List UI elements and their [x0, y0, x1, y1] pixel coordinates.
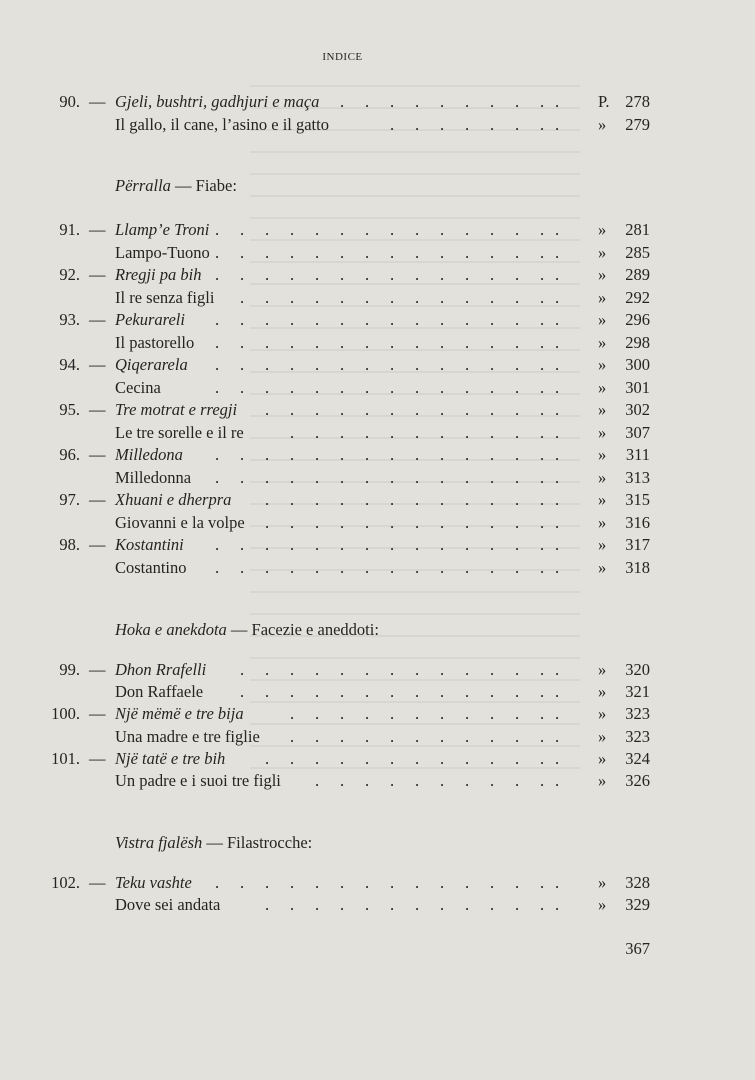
entry-page-number: 311 [625, 445, 650, 464]
entry-page-number: 326 [625, 771, 650, 790]
entry-title-italian: Il re senza figli [115, 288, 215, 307]
entry-title-italian: Le tre sorelle e il re [115, 423, 244, 442]
toc-entry [0, 114, 755, 136]
toc-entry [0, 399, 755, 421]
entry-title-albanian: Pekurareli [115, 310, 185, 329]
entry-dash: — [89, 220, 106, 239]
toc-entry [0, 354, 755, 376]
section-heading-italian: Fiabe: [195, 176, 237, 195]
page-ref-marker: » [598, 445, 607, 464]
toc-entry [0, 557, 755, 579]
entry-title-albanian: Një tatë e tre bih [115, 749, 226, 768]
entry-dash: — [89, 749, 106, 768]
entry-dash: — [89, 490, 106, 509]
toc-entry [0, 512, 755, 534]
entry-title-italian: Giovanni e la volpe [115, 513, 245, 532]
entry-title-italian: Milledonna [115, 468, 192, 487]
dot-leader: . . . . . . . . . . . . . . . [215, 265, 560, 284]
dot-leader: . . . . . . . . . . . . . . . [215, 873, 560, 892]
entry-title-albanian: Rregji pa bih [115, 265, 202, 284]
entry-page-number: 323 [625, 727, 650, 746]
toc-entry [0, 377, 755, 399]
entry-page-number: 300 [625, 355, 650, 374]
entry-page-number: 323 [625, 704, 650, 723]
entry-title-albanian: Teku vashte [115, 873, 192, 892]
entry-title-albanian: Një mëmë e tre bija [115, 704, 244, 723]
toc-entry [0, 242, 755, 264]
dot-leader: . . . . . . . . . . . . . . [240, 288, 560, 307]
dot-leader: . . . . . . . . . . . . . . . [215, 378, 560, 397]
toc-entry [0, 703, 755, 725]
entry-number: 98. [59, 535, 80, 554]
entry-title-italian: Un padre e i suoi tre figli [115, 771, 281, 790]
entry-page-number: 289 [625, 265, 650, 284]
entry-page-number: 302 [625, 400, 650, 419]
page-ref-marker: » [598, 265, 607, 284]
dot-leader: . . . . . . . . . . [340, 92, 560, 111]
page-ref-marker: » [598, 513, 607, 532]
entry-page-number: 278 [625, 92, 650, 111]
entry-title-albanian: Dhon Rrafelli [115, 660, 207, 679]
dot-leader: . . . . . . . . . . . . . . . [215, 535, 560, 554]
entry-dash: — [89, 445, 106, 464]
toc-entry [0, 422, 755, 444]
entry-number: 95. [59, 400, 80, 419]
toc-entry [0, 489, 755, 511]
toc-entry [0, 894, 755, 916]
section-heading-separator: — [226, 620, 252, 639]
entry-dash: — [89, 265, 106, 284]
entry-number: 91. [59, 220, 80, 239]
entry-title-italian: Costantino [115, 558, 187, 577]
page-ref-marker: » [598, 535, 607, 554]
section-heading-albanian: Vistra fjalësh [115, 833, 203, 852]
toc-entry [0, 770, 755, 792]
toc-entry [0, 444, 755, 466]
dot-leader: . . . . . . . . . . . . . . . [215, 310, 560, 329]
entry-title-albanian: Llamp’e Troni [115, 220, 210, 239]
section-heading-separator: — [202, 833, 227, 852]
dot-leader: . . . . . . . . . . . . . . . [215, 558, 560, 577]
toc-entry [0, 219, 755, 241]
entry-title-albanian: Xhuani e dherpra [115, 490, 232, 509]
page-ref-marker: P. [598, 92, 610, 111]
entry-dash: — [89, 660, 106, 679]
entry-dash: — [89, 355, 106, 374]
entry-page-number: 281 [625, 220, 650, 239]
toc-entry [0, 332, 755, 354]
page-ref-marker: » [598, 378, 607, 397]
toc-entry [0, 287, 755, 309]
page-ref-marker: » [598, 873, 607, 892]
entry-number: 93. [59, 310, 80, 329]
page-ref-marker: » [598, 220, 607, 239]
page-ref-marker: » [598, 490, 607, 509]
dot-leader: . . . . . . . . . . . . . . . [215, 355, 560, 374]
entry-page-number: 316 [625, 513, 650, 532]
entry-title-italian: Don Raffaele [115, 682, 204, 701]
page-number: 367 [625, 939, 650, 958]
dot-leader: . . . . . . . . . . . . . [265, 749, 560, 768]
toc-entry [0, 264, 755, 286]
entry-number: 90. [59, 92, 80, 111]
dot-leader: . . . . . . . . [390, 115, 560, 134]
entry-title-albanian: Qiqerarela [115, 355, 188, 374]
page-ref-marker: » [598, 704, 607, 723]
page-ref-marker: » [598, 243, 607, 262]
entry-dash: — [89, 535, 106, 554]
dot-leader: . . . . . . . . . . . . . . . [215, 468, 560, 487]
toc-entry [0, 91, 755, 113]
entry-title-italian: Lampo-Tuono [115, 243, 210, 262]
entry-title-italian: Dove sei andata [115, 895, 221, 914]
entry-page-number: 296 [625, 310, 650, 329]
dot-leader: . . . . . . . . . . . . [290, 727, 560, 746]
entry-number: 100. [51, 704, 80, 723]
dot-leader: . . . . . . . . . . . . . . . [215, 220, 560, 239]
entry-page-number: 298 [625, 333, 650, 352]
page-ref-marker: » [598, 400, 607, 419]
entry-page-number: 301 [625, 378, 650, 397]
entry-dash: — [89, 704, 106, 723]
entry-number: 97. [59, 490, 80, 509]
entry-page-number: 285 [625, 243, 650, 262]
page-ref-marker: » [598, 660, 607, 679]
entry-number: 96. [59, 445, 80, 464]
section-heading-italian: Filastrocche: [227, 833, 313, 852]
entry-page-number: 324 [625, 749, 650, 768]
entry-number: 101. [51, 749, 80, 768]
dot-leader: . . . . . . . . . . . . [290, 704, 560, 723]
toc-entry [0, 659, 755, 681]
dot-leader: . . . . . . . . . . . . . . . [215, 333, 560, 352]
dot-leader: . . . . . . . . . . . . . . . [215, 243, 560, 262]
dot-leader: . . . . . . . . . . . . . . [240, 682, 560, 701]
page-ref-marker: » [598, 288, 607, 307]
section-heading-albanian: Përralla [115, 176, 171, 195]
entry-page-number: 279 [625, 115, 650, 134]
entry-dash: — [89, 873, 106, 892]
entry-title-albanian: Milledona [115, 445, 183, 464]
entry-title-italian: Il pastorello [115, 333, 195, 352]
page-ref-marker: » [598, 333, 607, 352]
entry-page-number: 307 [625, 423, 650, 442]
entry-dash: — [89, 310, 106, 329]
dot-leader: . . . . . . . . . . . . . [265, 490, 560, 509]
entry-title-albanian: Gjeli, bushtri, gadhjuri e maça [115, 92, 320, 111]
entry-page-number: 328 [625, 873, 650, 892]
toc-entry [0, 726, 755, 748]
page-ref-marker: » [598, 682, 607, 701]
section-heading-separator: — [170, 176, 196, 195]
entry-number: 99. [59, 660, 80, 679]
dot-leader: . . . . . . . . . . . . [290, 423, 560, 442]
entry-title-italian: Cecina [115, 378, 161, 397]
section-heading [115, 833, 312, 853]
section-heading [115, 620, 379, 640]
toc-entry [0, 309, 755, 331]
toc-entry [0, 872, 755, 894]
entry-page-number: 315 [625, 490, 650, 509]
entry-page-number: 318 [625, 558, 650, 577]
page-ref-marker: » [598, 771, 607, 790]
toc-entry [0, 534, 755, 556]
toc-entry [0, 681, 755, 703]
toc-entry [0, 467, 755, 489]
entry-title-albanian: Tre motrat e rregji [115, 400, 238, 419]
page-ref-marker: » [598, 115, 607, 134]
dot-leader: . . . . . . . . . . . . . [265, 513, 560, 532]
page-ref-marker: » [598, 468, 607, 487]
running-header: INDICE [322, 51, 363, 63]
entry-number: 92. [59, 265, 80, 284]
dot-leader: . . . . . . . . . . . [315, 771, 560, 790]
entry-number: 102. [51, 873, 80, 892]
dot-leader: . . . . . . . . . . . . . . [240, 660, 560, 679]
entry-page-number: 313 [625, 468, 650, 487]
page-ref-marker: » [598, 558, 607, 577]
entry-page-number: 321 [625, 682, 650, 701]
entry-number: 94. [59, 355, 80, 374]
entry-title-albanian: Kostantini [115, 535, 184, 554]
entry-page-number: 317 [625, 535, 650, 554]
page-ref-marker: » [598, 355, 607, 374]
section-heading [115, 176, 237, 196]
section-heading-albanian: Hoka e anekdota [115, 620, 227, 639]
section-heading-italian: Facezie e aneddoti: [251, 620, 379, 639]
page-ref-marker: » [598, 310, 607, 329]
entry-page-number: 292 [625, 288, 650, 307]
page-ref-marker: » [598, 727, 607, 746]
dot-leader: . . . . . . . . . . . . . [265, 400, 560, 419]
dot-leader: . . . . . . . . . . . . . . . [215, 445, 560, 464]
dot-leader: . . . . . . . . . . . . . [265, 895, 560, 914]
entry-dash: — [89, 92, 106, 111]
page-ref-marker: » [598, 895, 607, 914]
page-ref-marker: » [598, 423, 607, 442]
entry-dash: — [89, 400, 106, 419]
toc-entry [0, 748, 755, 770]
entry-page-number: 329 [625, 895, 650, 914]
entry-title-italian: Il gallo, il cane, l’asino e il gatto [115, 115, 329, 134]
entry-title-italian: Una madre e tre figlie [115, 727, 260, 746]
entry-page-number: 320 [625, 660, 650, 679]
page-ref-marker: » [598, 749, 607, 768]
